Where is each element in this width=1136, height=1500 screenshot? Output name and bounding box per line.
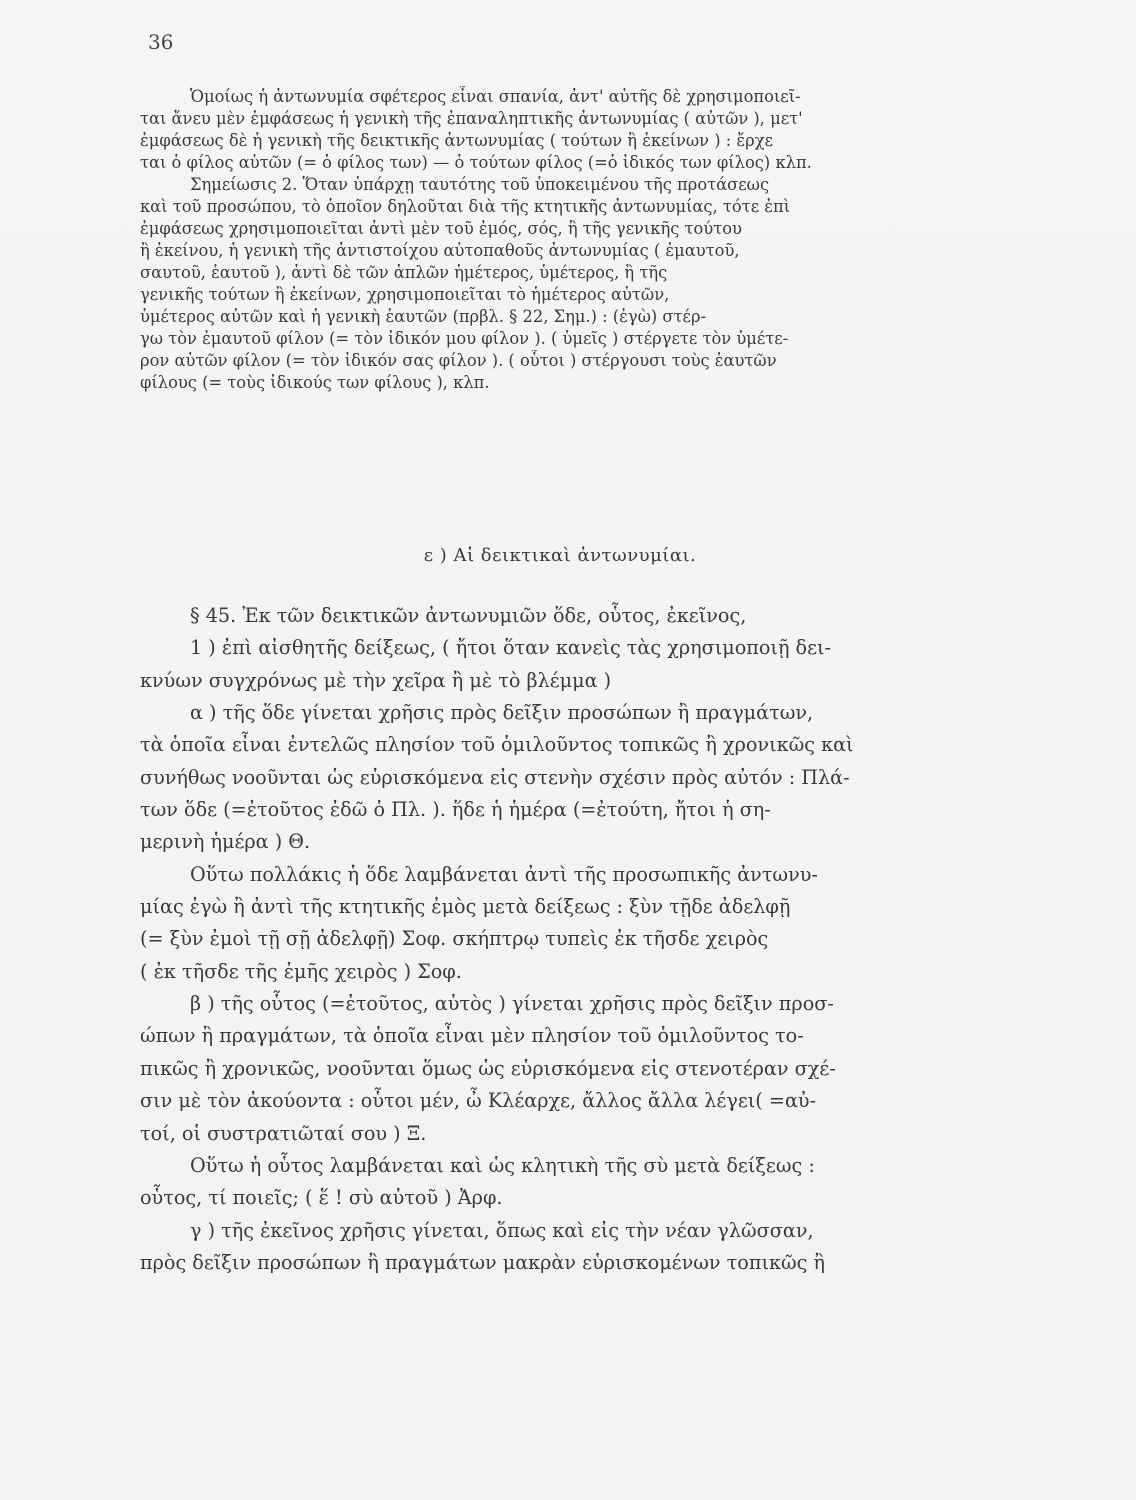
section-heading xyxy=(0,545,1136,566)
section-heading-text: ε ) Αἱ δεικτικαὶ ἀντωνυμίαι. xyxy=(423,545,697,566)
text-line: πικῶς ἢ χρονικῶς, νοοῦνται ὅμως ὡς εὑρισκόμενα εἰς στενοτέραν σχέ- xyxy=(140,1056,836,1080)
main-passage xyxy=(140,600,992,1279)
text-line: ἐμφάσεως χρησιμοποιεῖται ἀντὶ μὲν τοῦ ἐμός, σός, ἢ τῆς γενικῆς τούτου xyxy=(140,219,742,238)
text-line: γενικῆς τούτων ἢ ἐκείνων, χρησιμοποιεῖται τὸ ἡμέτερος αὐτῶν, xyxy=(140,285,670,304)
page-number: 36 xyxy=(148,30,174,54)
text-line: οὗτος, τί ποιεῖς; ( ἕ ! σὺ αὐτοῦ ) Ἀρφ. xyxy=(140,1186,503,1210)
text-line: β ) τῆς οὗτος (=ἐτοῦτος, αὐτὸς ) γίνεται χρῆσις πρὸς δεῖξιν προσ- xyxy=(190,992,834,1016)
text-line: § 45. Ἐκ τῶν δεικτικῶν ἀντωνυμιῶν ὅδε, οὗτος, ἐκεῖνος, xyxy=(190,604,747,627)
text-line: τοί, οἱ συστρατιῶταί σου ) Ξ. xyxy=(140,1121,427,1145)
text-line: ἐμφάσεως δὲ ἡ γενικὴ τῆς δεικτικῆς ἀντωνυμίας ( τούτων ἢ ἐκείνων ) : ἔρχε xyxy=(140,131,774,150)
text-line: (= ξὺν ἐμοὶ τῇ σῇ ἀδελφῇ) Σοφ. σκήπτρῳ τυπεὶς ἐκ τῆσδε χειρὸς xyxy=(140,927,769,951)
text-line: ται ἄνευ μὲν ἐμφάσεως ἡ γενικὴ τῆς ἐπαναληπτικῆς ἀντωνυμίας ( αὐτῶν ), μετ' xyxy=(140,109,803,128)
text-line: σαυτοῦ, ἑαυτοῦ ), ἀντὶ δὲ τῶν ἁπλῶν ἡμέτερος, ὑμέτερος, ἢ τῆς xyxy=(140,263,668,282)
text-line: ( ἐκ τῆσδε τῆς ἐμῆς χειρὸς ) Σοφ. xyxy=(140,959,462,983)
text-line: μίας ἐγὼ ἢ ἀντὶ τῆς κτητικῆς ἐμὸς μετὰ δείξεως : ξὺν τῇδε ἀδελφῇ xyxy=(140,895,791,919)
text-line: φίλους (= τοὺς ἰδικούς των φίλους ), κλπ. xyxy=(140,373,490,392)
text-line: συνήθως νοοῦνται ὡς εὑρισκόμενα εἰς στενὴν σχέσιν πρὸς αὐτόν : Πλά- xyxy=(140,765,850,789)
text-line: ὑμέτερος αὐτῶν καὶ ἡ γενικὴ ἑαυτῶν (πρβλ. § 22, Σημ.) : (ἐγὼ) στέρ- xyxy=(140,307,707,326)
text-line: σιν μὲ τὸν ἀκούοντα : οὗτοι μέν, ὦ Κλέαρχε, ἄλλος ἄλλα λέγει( =αὐ- xyxy=(140,1089,817,1113)
text-line: μερινὴ ἡμέρα ) Θ. xyxy=(140,830,311,854)
text-line: κνύων συγχρόνως μὲ τὴν χεῖρα ἢ μὲ τὸ βλέμμα ) xyxy=(140,668,612,692)
text-line: ἢ ἐκείνου, ἡ γενικὴ τῆς ἀντιστοίχου αὐτοπαθοῦς ἀντωνυμίας ( ἐμαυτοῦ, xyxy=(140,241,740,260)
text-line: γω τὸν ἐμαυτοῦ φίλον (= τὸν ἰδικόν μου φίλον ). ( ὑμεῖς ) στέργετε τὸν ὑμέτε- xyxy=(140,329,789,348)
text-line: πρὸς δεῖξιν προσώπων ἢ πραγμάτων μακρὰν εὑρισκομένων τοπικῶς ἢ xyxy=(140,1250,825,1274)
text-line: ται ὁ φίλος αὐτῶν (= ὁ φίλος των) — ὁ τούτων φίλος (=ὁ ἰδικός των φίλος) κλπ. xyxy=(140,153,812,172)
text-line: Ὁμοίως ἡ ἀντωνυμία σφέτερος εἶναι σπανία, ἀντ' αὐτῆς δὲ χρησιμοποιεῖ- xyxy=(190,87,801,106)
text-line: α ) τῆς ὅδε γίνεται χρῆσις πρὸς δεῖξιν προσώπων ἢ πραγμάτων, xyxy=(190,701,814,725)
text-line: τὰ ὁποῖα εἶναι ἐντελῶς πλησίον τοῦ ὁμιλοῦντος τοπικῶς ἢ χρονικῶς καὶ xyxy=(140,733,854,757)
text-line: γ ) τῆς ἐκεῖνος χρῆσις γίνεται, ὅπως καὶ εἰς τὴν νέαν γλῶσσαν, xyxy=(190,1218,814,1242)
text-line: των ὅδε (=ἐτοῦτος ἐδῶ ὁ Πλ. ). ἥδε ἡ ἡμέρα (=ἐτούτη, ἤτοι ἡ ση- xyxy=(140,798,771,822)
text-line: 1 ) ἐπὶ αἰσθητῆς δείξεως, ( ἤτοι ὅταν κανεὶς τὰς χρησιμοποιῇ δει- xyxy=(190,636,832,660)
text-line: Σημείωσις 2. Ὅταν ὑπάρχῃ ταυτότης τοῦ ὑποκειμένου τῆς προτάσεως xyxy=(190,175,770,194)
text-line: Οὕτω ἡ οὗτος λαμβάνεται καὶ ὡς κλητικὴ τῆς σὺ μετὰ δείξεως : xyxy=(190,1153,815,1177)
small-print-passage xyxy=(140,86,992,394)
text-line: καὶ τοῦ προσώπου, τὸ ὁποῖον δηλοῦται διὰ τῆς κτητικῆς ἀντωνυμίας, τότε ἐπὶ xyxy=(140,197,791,216)
text-line: ρον αὐτῶν φίλον (= τὸν ἰδικόν σας φίλον ). ( οὗτοι ) στέργουσι τοὺς ἑαυτῶν xyxy=(140,351,777,370)
text-line: Οὕτω πολλάκις ἡ ὅδε λαμβάνεται ἀντὶ τῆς προσωπικῆς ἀντωνυ- xyxy=(190,862,818,886)
text-line: ώπων ἢ πραγμάτων, τὰ ὁποῖα εἶναι μὲν πλησίον τοῦ ὁμιλοῦντος το- xyxy=(140,1024,804,1048)
